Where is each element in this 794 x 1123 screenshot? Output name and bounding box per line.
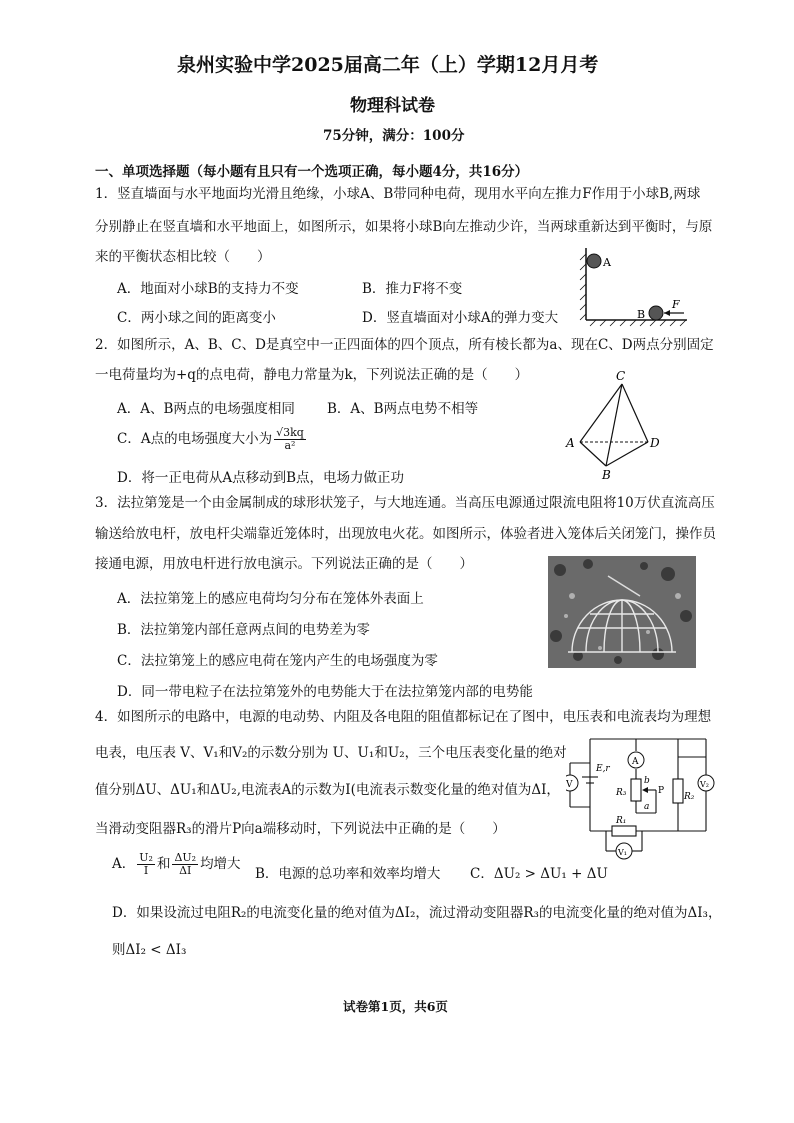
page-footer: 试卷第1页，共6页	[343, 999, 448, 1014]
voltmeter-v2-label: V₂	[700, 780, 709, 789]
vertex-c: C	[616, 369, 626, 383]
exam-subtitle: 物理科试卷	[350, 96, 435, 116]
q4-fraction-1-num: U₂	[139, 851, 153, 864]
ball-a	[587, 254, 601, 268]
q4-fraction-2-num: ΔU₂	[174, 851, 197, 864]
q2-option-a: A．A、B两点的电场强度相同	[117, 401, 295, 417]
q1-line2: 分别静止在竖直墙和水平地面上，如图所示，如果将小球B向左推动少许，当两球重新达到平衡时，与原	[95, 219, 713, 235]
source-label: E,r	[596, 764, 610, 774]
q4-option-c: C．ΔU₂ > ΔU₁ + ΔU	[470, 866, 608, 882]
q2-line1: 2．如图所示，A、B、C、D是真空中一正四面体的四个顶点，所有棱长都为a、现在C、D两点分别固定	[95, 337, 714, 353]
faraday-cage-photo	[548, 556, 696, 668]
label-f: F	[672, 298, 680, 311]
q3-option-a: A．法拉第笼上的感应电荷均匀分布在笼体外表面上	[117, 591, 424, 607]
q4-option-a-and: 和	[156, 856, 171, 872]
r2-label: R₂	[684, 792, 695, 802]
r1-label: R₁	[616, 816, 627, 826]
q4-option-d-line2: 则ΔI₂ < ΔI₃	[112, 942, 187, 958]
q4-fraction-2	[172, 852, 198, 877]
section-heading: 一、单项选择题（每小题有且只有一个选项正确，每小题4分，共16分）	[95, 164, 529, 180]
q1-option-b: B．推力F将不变	[362, 281, 463, 297]
q1-option-a: A．地面对小球B的支持力不变	[117, 281, 299, 297]
q2-option-d: D．将一正电荷从A点移动到B点，电场力做正功	[117, 470, 404, 486]
vertex-b: B	[602, 468, 611, 480]
q4-option-a-label: A．	[112, 856, 136, 872]
vertex-d: D	[650, 436, 660, 450]
voltmeter-v1-label: V₁	[618, 848, 627, 857]
q4-fraction-1	[137, 852, 155, 877]
q2-option-c-text: C．A点的电场强度大小为	[117, 431, 273, 447]
q1-line3: 来的平衡状态相比较（ ）	[95, 249, 271, 265]
label-a: A	[603, 256, 611, 269]
q1-option-d: D．竖直墙面对小球A的弹力变大	[362, 310, 559, 326]
q1-figure	[572, 244, 692, 328]
q3-line1: 3．法拉第笼是一个由金属制成的球形状笼子，与大地连通。当高压电源通过限流电阻将10万伏直流高压	[95, 495, 715, 511]
q2-line2: 一电荷量均为+q的点电荷，静电力常量为k，下列说法正确的是（ ）	[95, 367, 529, 383]
q2-option-b: B．A、B两点电势不相等	[327, 401, 479, 417]
vertex-a: A	[566, 436, 575, 450]
exam-title: 泉州实验中学2025届高二年（上）学期12月月考	[177, 54, 599, 76]
voltmeter-v-label: V	[566, 780, 573, 790]
q4-line1: 4．如图所示的电路中，电源的电动势、内阻及各电阻的阻值都标记在了图中，电压表和电流表均为理想	[95, 709, 712, 725]
p-label: P	[658, 786, 665, 796]
q3-line3: 接通电源，用放电杆进行放电演示。下列说法正确的是（ ）	[95, 556, 473, 572]
q2-fraction-den: a²	[284, 439, 296, 452]
exam-info: 75分钟，满分：100分	[323, 128, 465, 144]
label-b: B	[637, 308, 646, 321]
q4-option-a-suffix: 均增大	[200, 856, 241, 872]
q4-line3: 值分别ΔU、ΔU₁和ΔU₂,电流表A的示数为I(电流表示数变化量的绝对值为ΔI，	[95, 782, 560, 798]
q3-option-c: C．法拉第笼上的感应电荷在笼内产生的电场强度为零	[117, 653, 438, 669]
q2-fraction-num: √3kq	[276, 426, 304, 439]
q4-line2: 电表，电压表 V、V₁和V₂的示数分别为 U、U₁和U₂，三个电压表变化量的绝对	[95, 745, 567, 761]
q4-line4: 当滑动变阻器R₃的滑片P向a端移动时，下列说法中正确的是（ ）	[95, 821, 506, 837]
q1-line1: 1．竖直墙面与水平地面均光滑且绝缘，小球A、B带同种电荷，现用水平向左推力F作用于小球B,两球	[95, 186, 701, 202]
q1-option-c: C．两小球之间的距离变小	[117, 310, 276, 326]
b-label: b	[644, 776, 650, 786]
a-end-label: a	[644, 802, 650, 812]
q3-option-d: D．同一带电粒子在法拉第笼外的电势能大于在法拉第笼内部的电势能	[117, 684, 533, 700]
ball-b	[649, 306, 663, 320]
q4-option-b: B．电源的总功率和效率均增大	[255, 866, 441, 882]
q4-option-d-line1: D．如果设流过电阻R₂的电流变化量的绝对值为ΔI₂，流过滑动变阻器R₃的电流变化量的绝对值为ΔI₃，	[112, 905, 722, 921]
q3-line2: 输送给放电杆，放电杆尖端靠近笼体时，出现放电火花。如图所示，体验者进入笼体后关闭笼门，操作员	[95, 526, 716, 542]
q2-tetrahedron	[560, 368, 670, 480]
q2-fraction	[274, 427, 306, 452]
r3-label: R₃	[616, 788, 627, 798]
q4-circuit	[566, 733, 716, 863]
q4-option-a	[112, 852, 241, 877]
q3-option-b: B．法拉第笼内部任意两点间的电势差为零	[117, 622, 370, 638]
q4-fraction-2-den: ΔI	[179, 864, 192, 877]
q4-fraction-1-den: I	[143, 864, 149, 877]
ammeter-a-label: A	[632, 757, 639, 767]
q2-option-c	[117, 427, 308, 452]
